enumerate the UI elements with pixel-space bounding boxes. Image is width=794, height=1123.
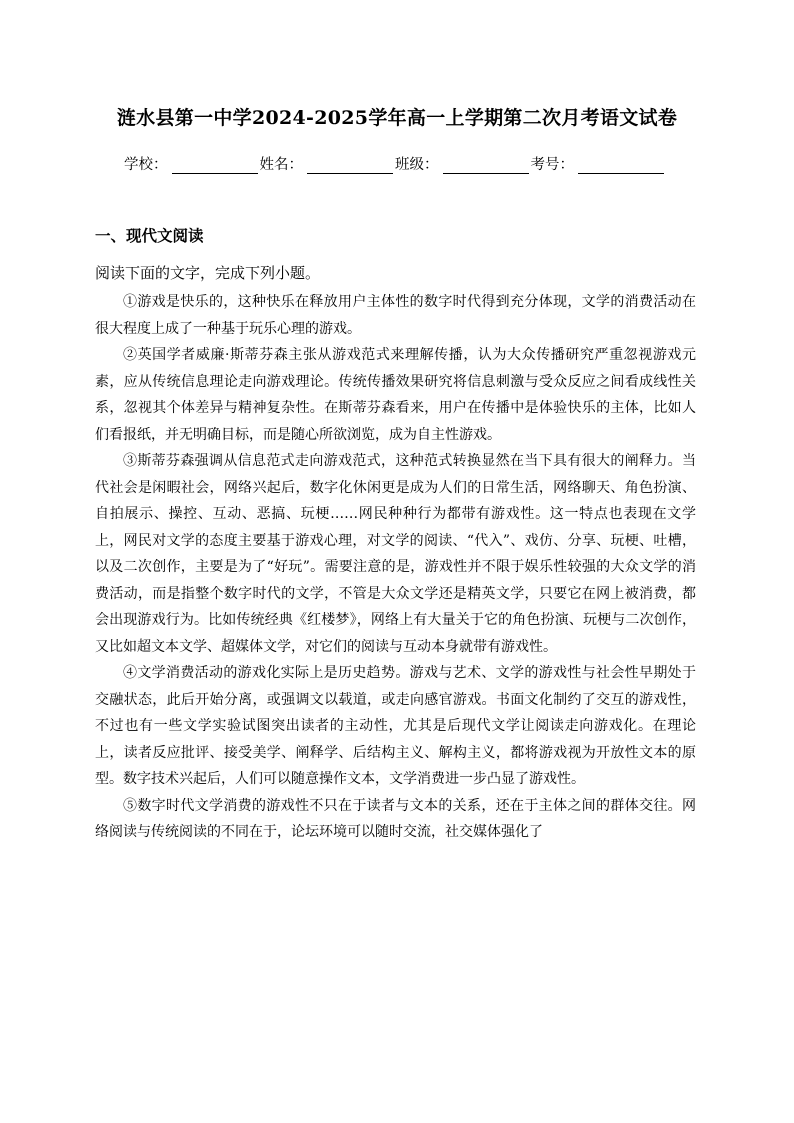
paragraph-4: ④文学消费活动的游戏化实际上是历史趋势。游戏与艺术、文学的游戏性与社会性早期处于交融状态，此后开始分离，或强调文以载道，或走向感官游戏。书面文化制约了交互的游戏性，不过也有一些文学实验试图突出读者的主动性，尤其是后现代文学让阅读走向游戏化。在理论上，读者反应批评、接受美学、阐释学、后结构主义、解构主义，都将游戏视为开放性文本的原型。数字技术兴起后，人们可以随意操作文本，文学消费进一步凸显了游戏性。 <box>95 665 696 787</box>
reading-instruction: 阅读下面的文字，完成下列小题。 <box>95 264 321 282</box>
exam-number-blank <box>578 159 664 174</box>
school-label: 学校： <box>124 157 168 173</box>
exam-number-label: 考号： <box>530 157 574 173</box>
reading-passage <box>95 289 696 846</box>
class-label: 班级： <box>395 157 439 173</box>
exam-title: 涟水县第一中学2024-2025学年高一上学期第二次月考语文试卷 <box>116 107 678 129</box>
name-label: 姓名： <box>259 157 303 173</box>
section-title: 一、现代文阅读 <box>95 227 204 245</box>
paragraph-5: ⑤数字时代文学消费的游戏性不只在于读者与文本的关系，还在于主体之间的群体交往。网络阅读与传统阅读的不同在于，论坛环境可以随时交流，社交媒体强化了 <box>95 797 696 840</box>
student-info-row <box>124 153 684 174</box>
paragraph-2: ②英国学者威廉·斯蒂芬森主张从游戏范式来理解传播，认为大众传播研究严重忽视游戏元素，应从传统信息理论走向游戏理论。传统传播效果研究将信息刺激与受众反应之间看成线性关系，忽视其个体差异与精神复杂性。在斯蒂芬森看来，用户在传播中是体验快乐的主体，比如人们看报纸，并无明确目标，而是随心所欲浏览，成为自主性游戏。 <box>95 347 696 443</box>
paragraph-3: ③斯蒂芬森强调从信息范式走向游戏范式，这种范式转换显然在当下具有很大的阐释力。当代社会是闲暇社会，网络兴起后，数字化休闲更是成为人们的日常生活，网络聊天、角色扮演、自拍展示、操控、互动、恶搞、玩梗……网民种种行为都带有游戏性。这一特点也表现在文学上，网民对文学的态度主要基于游戏心理，对文学的阅读、“代入”、戏仿、分享、玩梗、吐槽，以及二次创作，主要是为了“好玩”。需要注意的是，游戏性并不限于娱乐性较强的大众文学的消费活动，而是指整个数字时代的文学，不管是大众文学还是精英文学，只要它在网上被消费，都会出现游戏行为。比如传统经典《红楼梦》，网络上有大量关于它的角色扮演、玩梗与二次创作，又比如超文本文学、超媒体文学，对它们的阅读与互动本身就带有游戏性。 <box>95 453 696 655</box>
class-blank <box>443 159 529 174</box>
paragraph-1: ①游戏是快乐的，这种快乐在释放用户主体性的数字时代得到充分体现，文学的消费活动在很大程度上成了一种基于玩乐心理的游戏。 <box>95 294 696 337</box>
name-blank <box>307 159 393 174</box>
school-blank <box>172 159 258 174</box>
